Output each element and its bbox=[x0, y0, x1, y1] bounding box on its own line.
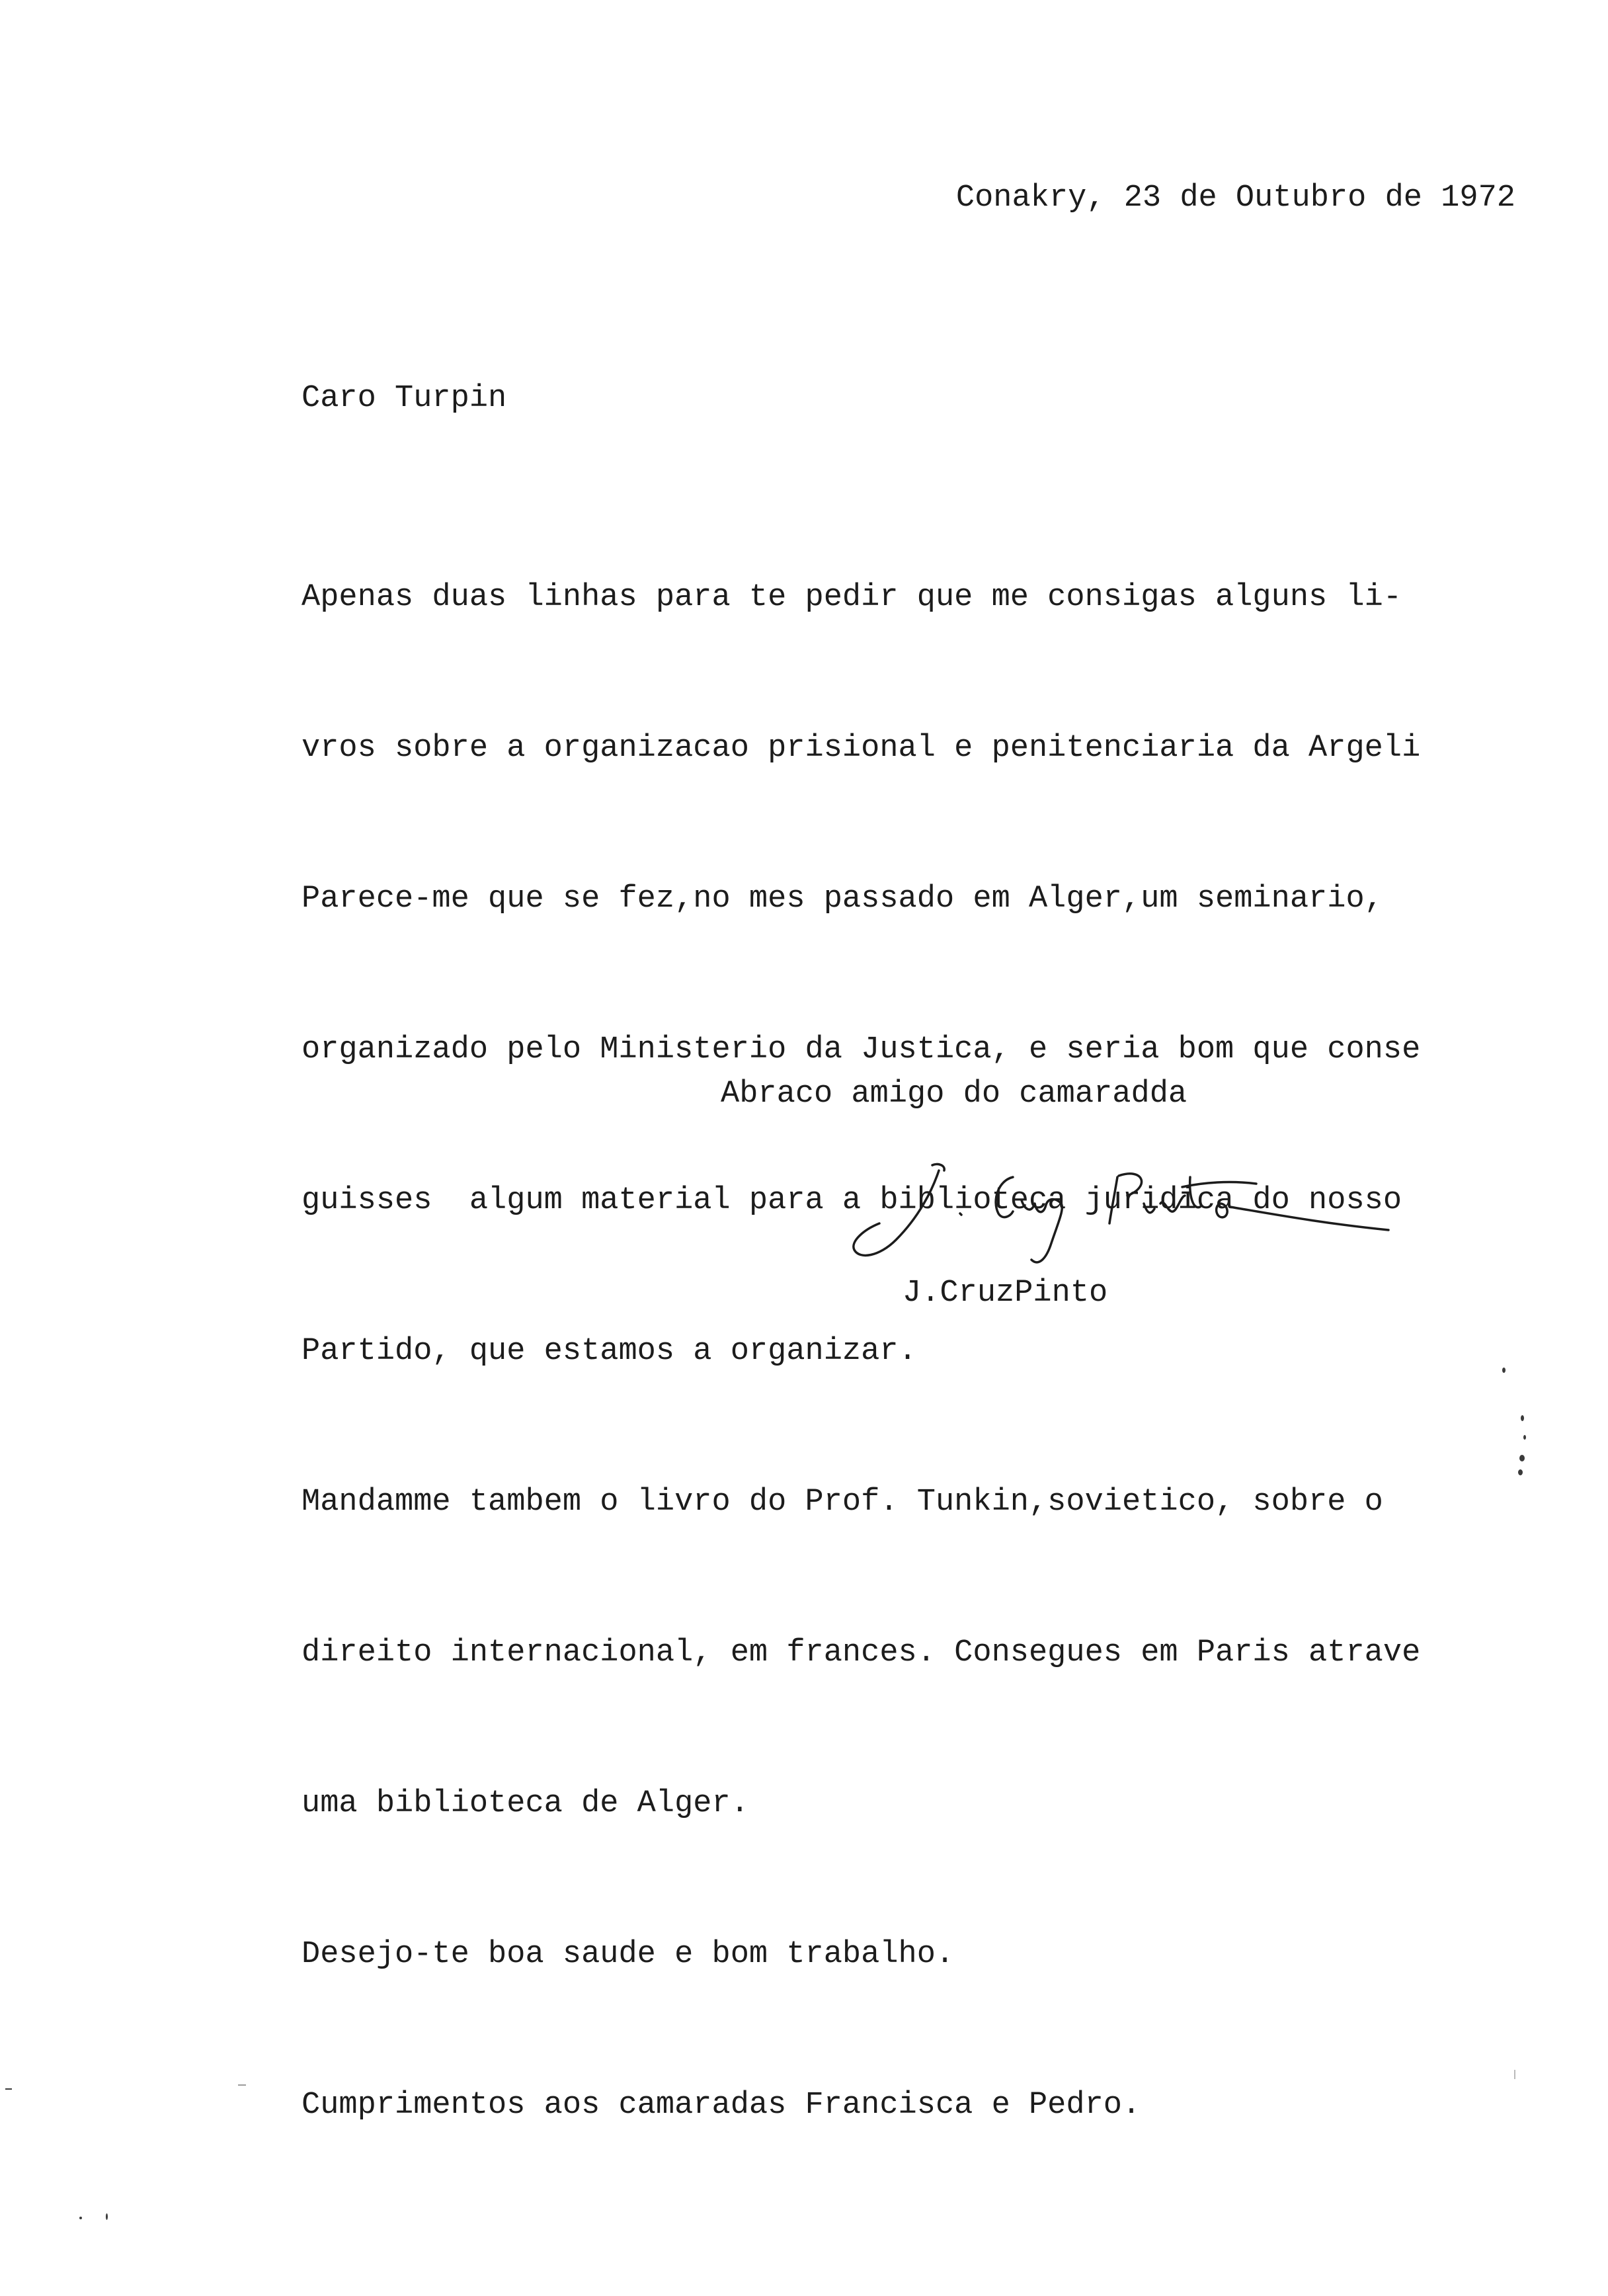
body-line: Apenas duas linhas para te pedir que me consigas alguns li- bbox=[302, 580, 1402, 615]
date-line: Conakry, 23 de Outubro de 1972 bbox=[955, 181, 1515, 216]
closing-line: Abraco amigo do camaradda bbox=[721, 1077, 1187, 1112]
body-line: Partido, que estamos a organizar. bbox=[302, 1334, 917, 1369]
body-line: Parece-me que se fez,no mes passado em Alger,um seminario, bbox=[302, 882, 1383, 917]
body-line: guisses algum material para a biblioteca juridica do nosso bbox=[302, 1183, 1402, 1218]
scan-speck bbox=[79, 2217, 82, 2219]
scan-speck bbox=[1518, 1469, 1523, 1475]
body-line: organizado pelo Ministerio da Justica, e seria bom que conse bbox=[302, 1032, 1421, 1067]
signature-printed-name: J.CruzPinto bbox=[903, 1276, 1108, 1311]
letter-body bbox=[302, 472, 1420, 2231]
scan-speck bbox=[1521, 1415, 1524, 1421]
salutation: Caro Turpin bbox=[302, 381, 507, 416]
scan-speck bbox=[1519, 1455, 1525, 1461]
body-line: uma biblioteca de Alger. bbox=[302, 1786, 749, 1821]
scan-speck bbox=[106, 2213, 108, 2220]
body-line: direito internacional, em frances. Consegues em Paris atrave bbox=[302, 1635, 1421, 1670]
body-line: Desejo-te boa saude e bom trabalho. bbox=[302, 1937, 955, 1972]
scan-speck bbox=[1502, 1368, 1506, 1373]
body-line: vros sobre a organizacao prisional e penitenciaria da Argeli bbox=[302, 731, 1421, 766]
body-line: Cumprimentos aos camaradas Francisca e Pedro. bbox=[302, 2088, 1141, 2123]
scan-speck bbox=[5, 2088, 12, 2090]
scan-speck bbox=[238, 2084, 246, 2086]
scan-speck bbox=[1523, 1435, 1526, 1440]
handwritten-signature bbox=[833, 1151, 1428, 1283]
body-line: Mandamme tambem o livro do Prof. Tunkin,sovietico, sobre o bbox=[302, 1485, 1383, 1520]
scan-speck bbox=[1514, 2070, 1515, 2079]
